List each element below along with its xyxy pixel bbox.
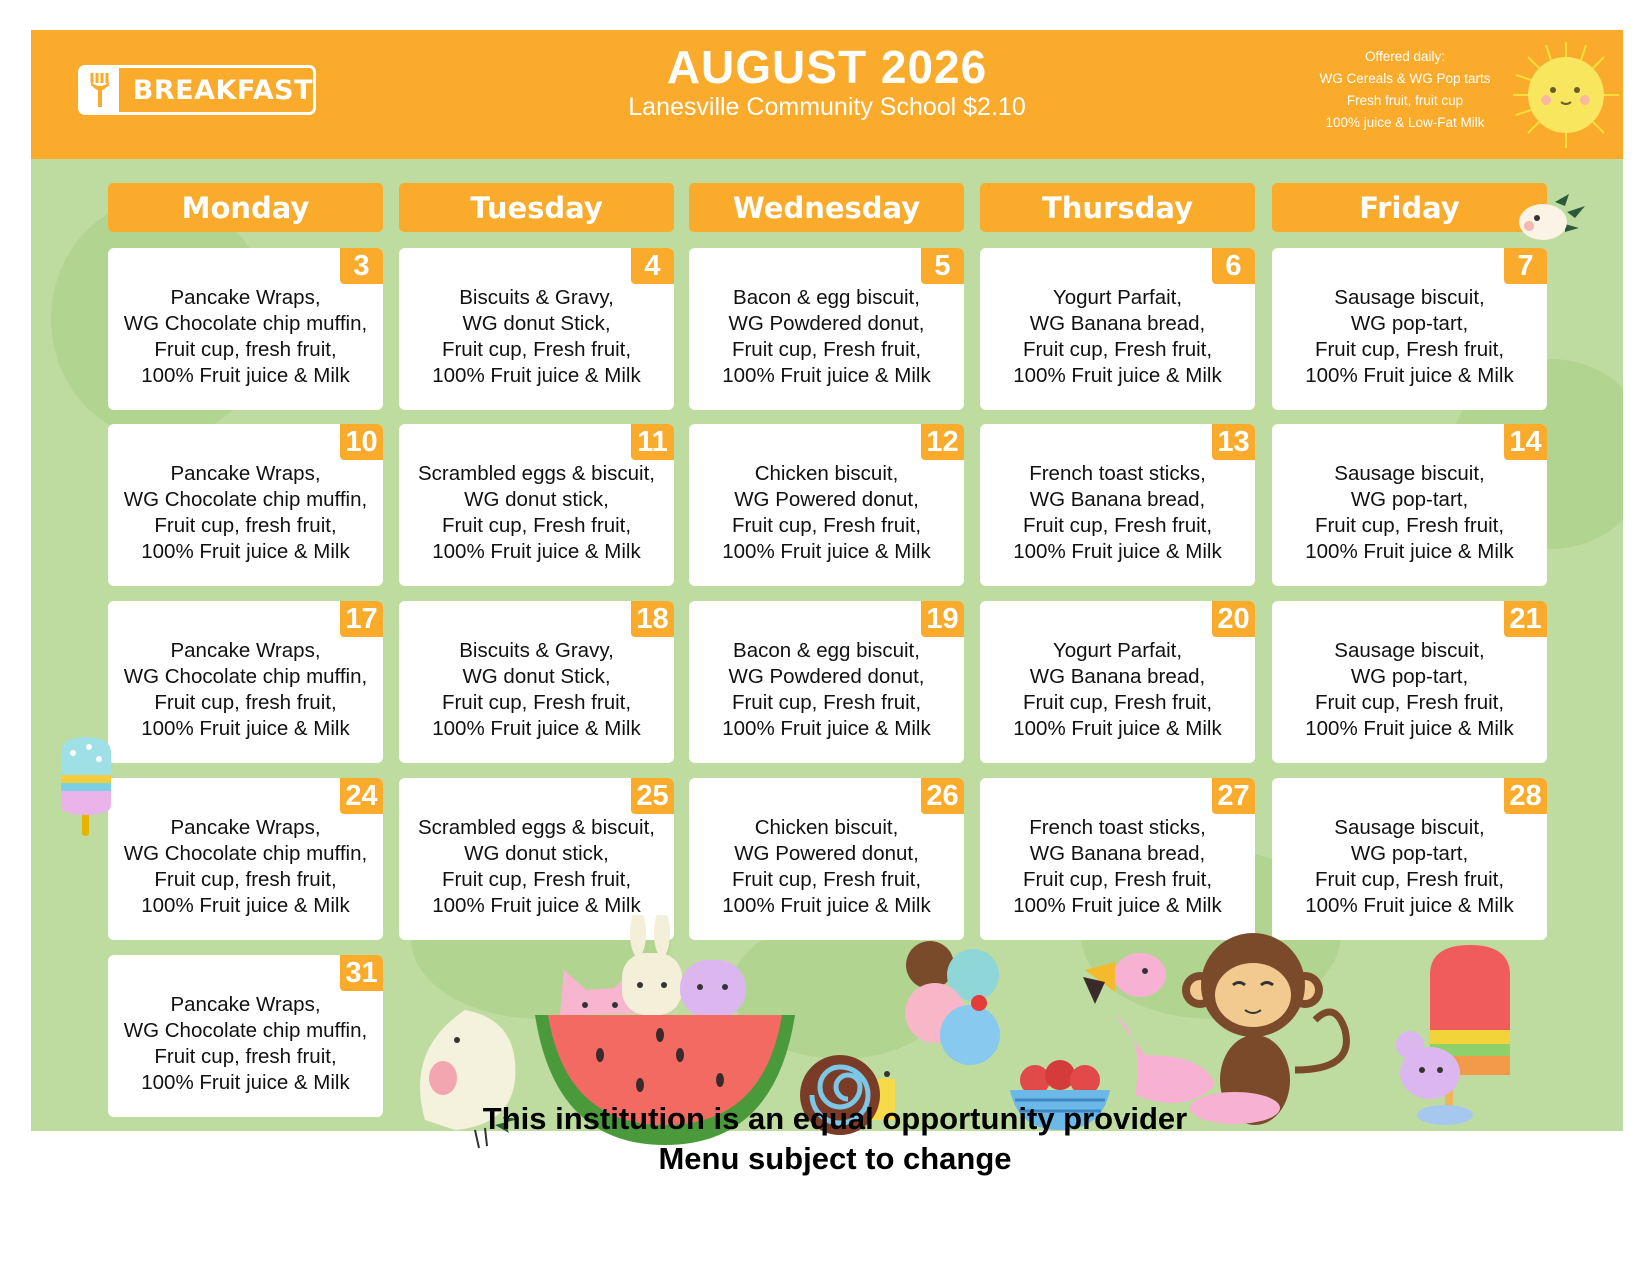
date-number: 20 bbox=[1212, 601, 1255, 637]
menu-line: Pancake Wraps, bbox=[170, 816, 321, 839]
date-number: 11 bbox=[631, 424, 674, 460]
menu-line: 100% Fruit juice & Milk bbox=[141, 364, 350, 387]
menu-line: Fruit cup, Fresh fruit, bbox=[441, 514, 632, 537]
menu-line: 100% Fruit juice & Milk bbox=[1013, 540, 1222, 563]
menu-line: Fruit cup, Fresh fruit, bbox=[441, 691, 632, 714]
day-cell-monday bbox=[108, 601, 383, 763]
day-cell-thursday bbox=[980, 778, 1255, 940]
menu-line: 100% Fruit juice & Milk bbox=[432, 894, 641, 917]
menu-line: Fruit cup, Fresh fruit, bbox=[1314, 338, 1505, 361]
day-cell-wednesday bbox=[689, 601, 964, 763]
menu-items bbox=[980, 272, 1255, 402]
menu-line: Sausage biscuit, bbox=[1334, 462, 1485, 485]
menu-line: 100% Fruit juice & Milk bbox=[141, 540, 350, 563]
menu-line: 100% Fruit juice & Milk bbox=[1305, 894, 1514, 917]
menu-line: WG pop-tart, bbox=[1350, 488, 1469, 511]
date-number: 7 bbox=[1504, 248, 1547, 284]
menu-items bbox=[689, 272, 964, 402]
menu-line: Fruit cup, fresh fruit, bbox=[154, 1045, 337, 1068]
page-title: AUGUST 2026 bbox=[666, 41, 988, 93]
day-cell-wednesday bbox=[689, 424, 964, 586]
offered-line: 100% juice & Low-Fat Milk bbox=[1325, 115, 1485, 130]
menu-items bbox=[399, 625, 674, 755]
day-header-thursday: Thursday bbox=[980, 183, 1255, 232]
menu-items bbox=[1272, 625, 1547, 755]
popsicle-icon bbox=[55, 735, 117, 841]
menu-line: Pancake Wraps, bbox=[170, 639, 321, 662]
menu-line: 100% Fruit juice & Milk bbox=[722, 717, 931, 740]
day-cell-wednesday bbox=[689, 248, 964, 410]
date-number: 5 bbox=[921, 248, 964, 284]
date-number: 27 bbox=[1212, 778, 1255, 814]
day-cell-tuesday bbox=[399, 248, 674, 410]
menu-line: WG Powered donut, bbox=[734, 842, 919, 865]
menu-line: Bacon & egg biscuit, bbox=[733, 639, 920, 662]
menu-line: 100% Fruit juice & Milk bbox=[722, 894, 931, 917]
menu-line: Fruit cup, Fresh fruit, bbox=[731, 338, 922, 361]
menu-line: Scrambled eggs & biscuit, bbox=[417, 462, 655, 485]
day-cell-monday bbox=[108, 778, 383, 940]
offered-daily-note bbox=[1299, 46, 1511, 134]
menu-items bbox=[108, 625, 383, 755]
menu-line: Scrambled eggs & biscuit, bbox=[417, 816, 655, 839]
menu-line: WG Banana bread, bbox=[1029, 842, 1206, 865]
day-cell-friday bbox=[1272, 601, 1547, 763]
footer-menu-note: Menu subject to change bbox=[658, 1141, 1012, 1176]
date-number: 26 bbox=[921, 778, 964, 814]
menu-line: Fruit cup, fresh fruit, bbox=[154, 338, 337, 361]
menu-line: WG donut Stick, bbox=[462, 312, 611, 335]
menu-line: Biscuits & Gravy, bbox=[459, 639, 614, 662]
school-price-subtitle: Lanesville Community School $2.10 bbox=[628, 93, 1026, 121]
menu-items bbox=[980, 625, 1255, 755]
date-number: 25 bbox=[631, 778, 674, 814]
menu-items bbox=[108, 448, 383, 578]
menu-line: WG Banana bread, bbox=[1029, 665, 1206, 688]
menu-line: WG Chocolate chip muffin, bbox=[123, 665, 368, 688]
menu-line: WG Powered donut, bbox=[734, 488, 919, 511]
date-number: 3 bbox=[340, 248, 383, 284]
date-number: 13 bbox=[1212, 424, 1255, 460]
menu-line: Fruit cup, fresh fruit, bbox=[154, 691, 337, 714]
menu-line: Fruit cup, Fresh fruit, bbox=[1022, 691, 1213, 714]
day-cell-monday bbox=[108, 248, 383, 410]
date-number: 19 bbox=[921, 601, 964, 637]
menu-line: Fruit cup, Fresh fruit, bbox=[1314, 868, 1505, 891]
day-header-monday: Monday bbox=[108, 183, 383, 232]
hippo-icon bbox=[680, 960, 746, 1018]
day-cell-monday bbox=[108, 424, 383, 586]
menu-line: Pancake Wraps, bbox=[170, 993, 321, 1016]
menu-line: 100% Fruit juice & Milk bbox=[722, 540, 931, 563]
day-cell-tuesday bbox=[399, 601, 674, 763]
menu-line: 100% Fruit juice & Milk bbox=[1305, 540, 1514, 563]
menu-line: Bacon & egg biscuit, bbox=[733, 286, 920, 309]
menu-items bbox=[1272, 272, 1547, 402]
menu-line: Chicken biscuit, bbox=[754, 462, 899, 485]
offered-line: Fresh fruit, fruit cup bbox=[1346, 93, 1464, 108]
day-header-friday: Friday bbox=[1272, 183, 1547, 232]
day-cell-friday bbox=[1272, 424, 1547, 586]
date-number: 31 bbox=[340, 955, 383, 991]
day-cell-tuesday bbox=[399, 424, 674, 586]
menu-line: WG Banana bread, bbox=[1029, 312, 1206, 335]
menu-line: 100% Fruit juice & Milk bbox=[141, 717, 350, 740]
menu-items bbox=[1272, 448, 1547, 578]
menu-line: 100% Fruit juice & Milk bbox=[432, 364, 641, 387]
date-number: 17 bbox=[340, 601, 383, 637]
day-header-tuesday: Tuesday bbox=[399, 183, 674, 232]
menu-items bbox=[1272, 802, 1547, 932]
menu-line: Yogurt Parfait, bbox=[1052, 286, 1183, 309]
menu-items bbox=[399, 802, 674, 932]
menu-line: WG donut stick, bbox=[464, 842, 609, 865]
menu-line: Fruit cup, Fresh fruit, bbox=[1022, 514, 1213, 537]
bird-icon bbox=[1515, 192, 1591, 246]
header-banner bbox=[31, 30, 1623, 159]
menu-line: WG Banana bread, bbox=[1029, 488, 1206, 511]
date-number: 28 bbox=[1504, 778, 1547, 814]
offered-line: Offered daily: bbox=[1364, 49, 1446, 64]
menu-items bbox=[689, 448, 964, 578]
monkey-icon bbox=[1165, 930, 1365, 1130]
date-number: 14 bbox=[1504, 424, 1547, 460]
menu-items bbox=[980, 448, 1255, 578]
day-cell-monday bbox=[108, 955, 383, 1117]
menu-items bbox=[108, 979, 383, 1109]
menu-line: Sausage biscuit, bbox=[1334, 639, 1485, 662]
menu-line: 100% Fruit juice & Milk bbox=[1013, 364, 1222, 387]
menu-line: WG Chocolate chip muffin, bbox=[123, 1019, 368, 1042]
menu-line: WG Powdered donut, bbox=[728, 312, 925, 335]
menu-line: Biscuits & Gravy, bbox=[459, 286, 614, 309]
menu-line: Chicken biscuit, bbox=[754, 816, 899, 839]
menu-line: Fruit cup, Fresh fruit, bbox=[1314, 514, 1505, 537]
menu-line: WG Powdered donut, bbox=[728, 665, 925, 688]
menu-items bbox=[399, 448, 674, 578]
menu-items bbox=[108, 802, 383, 932]
menu-line: Fruit cup, Fresh fruit, bbox=[731, 691, 922, 714]
breakfast-label: BREAKFAST bbox=[132, 74, 313, 106]
menu-line: Fruit cup, Fresh fruit, bbox=[731, 868, 922, 891]
menu-line: Fruit cup, Fresh fruit, bbox=[1314, 691, 1505, 714]
menu-line: French toast sticks, bbox=[1029, 816, 1206, 839]
date-number: 10 bbox=[340, 424, 383, 460]
menu-line: Pancake Wraps, bbox=[170, 462, 321, 485]
day-cell-thursday bbox=[980, 424, 1255, 586]
menu-line: 100% Fruit juice & Milk bbox=[141, 1071, 350, 1094]
menu-line: Pancake Wraps, bbox=[170, 286, 321, 309]
menu-line: 100% Fruit juice & Milk bbox=[1305, 717, 1514, 740]
menu-items bbox=[108, 272, 383, 402]
menu-line: Sausage biscuit, bbox=[1334, 286, 1485, 309]
menu-items bbox=[399, 272, 674, 402]
menu-line: Fruit cup, Fresh fruit, bbox=[441, 868, 632, 891]
menu-items bbox=[689, 625, 964, 755]
day-header-wednesday: Wednesday bbox=[689, 183, 964, 232]
day-cell-thursday bbox=[980, 601, 1255, 763]
menu-line: WG donut Stick, bbox=[462, 665, 611, 688]
menu-line: Fruit cup, Fresh fruit, bbox=[441, 338, 632, 361]
date-number: 21 bbox=[1504, 601, 1547, 637]
menu-line: Sausage biscuit, bbox=[1334, 816, 1485, 839]
date-number: 6 bbox=[1212, 248, 1255, 284]
footer-equal-opportunity: This institution is an equal opportunity provider bbox=[482, 1101, 1188, 1136]
menu-line: Fruit cup, fresh fruit, bbox=[154, 868, 337, 891]
day-cell-friday bbox=[1272, 248, 1547, 410]
menu-line: WG pop-tart, bbox=[1350, 842, 1469, 865]
date-number: 4 bbox=[631, 248, 674, 284]
bunny-icon bbox=[622, 915, 682, 1015]
menu-line: 100% Fruit juice & Milk bbox=[722, 364, 931, 387]
date-number: 24 bbox=[340, 778, 383, 814]
menu-line: Fruit cup, Fresh fruit, bbox=[731, 514, 922, 537]
menu-line: 100% Fruit juice & Milk bbox=[1013, 717, 1222, 740]
menu-line: 100% Fruit juice & Milk bbox=[141, 894, 350, 917]
menu-line: Fruit cup, Fresh fruit, bbox=[1022, 338, 1213, 361]
menu-items bbox=[689, 802, 964, 932]
menu-line: 100% Fruit juice & Milk bbox=[432, 540, 641, 563]
day-cell-friday bbox=[1272, 778, 1547, 940]
menu-line: Yogurt Parfait, bbox=[1052, 639, 1183, 662]
menu-line: French toast sticks, bbox=[1029, 462, 1206, 485]
menu-line: 100% Fruit juice & Milk bbox=[432, 717, 641, 740]
offered-line: WG Cereals & WG Pop tarts bbox=[1319, 71, 1491, 86]
menu-line: 100% Fruit juice & Milk bbox=[1305, 364, 1514, 387]
date-number: 12 bbox=[921, 424, 964, 460]
menu-line: WG pop-tart, bbox=[1350, 665, 1469, 688]
menu-line: Fruit cup, Fresh fruit, bbox=[1022, 868, 1213, 891]
menu-line: Fruit cup, fresh fruit, bbox=[154, 514, 337, 537]
menu-line: 100% Fruit juice & Milk bbox=[1013, 894, 1222, 917]
menu-line: WG Chocolate chip muffin, bbox=[123, 842, 368, 865]
menu-line: WG Chocolate chip muffin, bbox=[123, 488, 368, 511]
menu-line: WG donut stick, bbox=[464, 488, 609, 511]
menu-line: WG Chocolate chip muffin, bbox=[123, 312, 368, 335]
sun-icon bbox=[1511, 40, 1621, 150]
date-number: 18 bbox=[631, 601, 674, 637]
menu-line: WG pop-tart, bbox=[1350, 312, 1469, 335]
day-cell-thursday bbox=[980, 248, 1255, 410]
menu-items bbox=[980, 802, 1255, 932]
